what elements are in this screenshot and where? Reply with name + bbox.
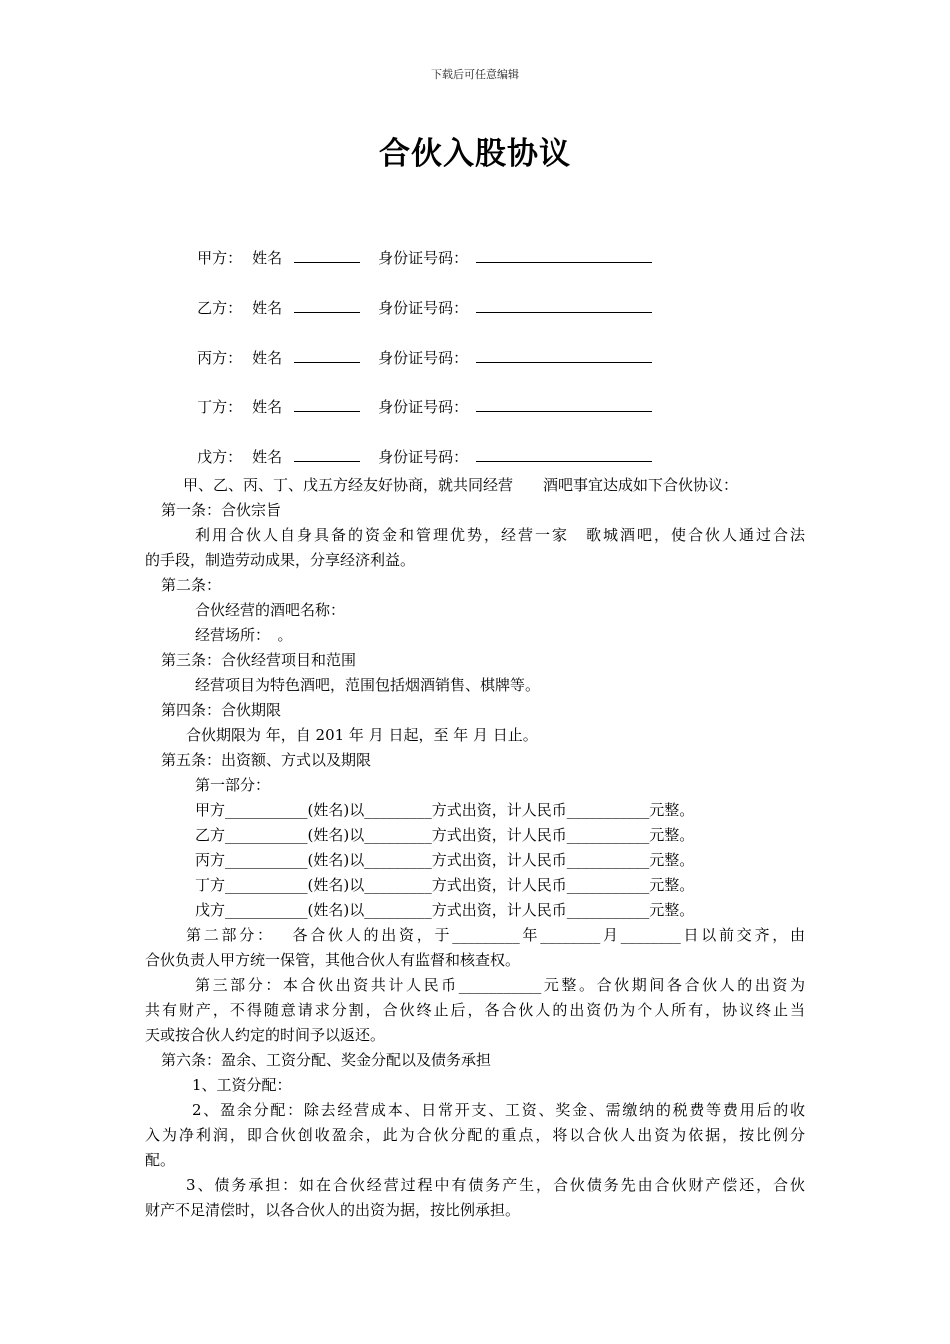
name-label: 姓名 bbox=[252, 349, 283, 367]
party-row-bing bbox=[178, 325, 652, 367]
part-1-label: 第一部分： bbox=[195, 776, 271, 794]
id-blank[interactable] bbox=[476, 297, 652, 313]
name-blank[interactable] bbox=[294, 396, 360, 412]
name-label: 姓名 bbox=[252, 398, 283, 416]
article-3-text: 经营项目为特色酒吧，范围包括烟酒销售、棋牌等。 bbox=[195, 676, 541, 694]
name-label: 姓名 bbox=[252, 299, 283, 317]
name-blank[interactable] bbox=[294, 347, 360, 363]
surplus-distribution-end: 配。 bbox=[145, 1151, 176, 1169]
id-label: 身份证号码： bbox=[378, 249, 469, 267]
debt-bearing-cont: 财产不足清偿时，以各合伙人的出资为据，按比例承担。 bbox=[145, 1201, 521, 1219]
party-label: 丙方： bbox=[197, 349, 243, 367]
party-label: 戊方： bbox=[197, 448, 243, 466]
party-row-wu bbox=[178, 424, 652, 466]
article-3-title: 第三条：合伙经营项目和范围 bbox=[161, 651, 357, 669]
id-label: 身份证号码： bbox=[378, 349, 469, 367]
contribution-line: 乙方___________(姓名)以_________方式出资，计人民币___________元整。 bbox=[195, 826, 695, 844]
intro-paragraph: 甲、乙、丙、丁、戊五方经友好协商，就共同经营 酒吧事宜达成如下合伙协议： bbox=[183, 476, 739, 494]
surplus-distribution: 2、盈余分配：除去经营成本、日常开支、工资、奖金、需缴纳的税费等费用后的收 bbox=[192, 1101, 805, 1119]
id-blank[interactable] bbox=[476, 247, 652, 263]
debt-bearing: 3、债务承担：如在合伙经营过程中有债务产生，合伙债务先由合伙财产偿还，合伙 bbox=[186, 1176, 805, 1194]
name-blank[interactable] bbox=[294, 247, 360, 263]
article-1-text-cont: 的手段，制造劳动成果，分享经济利益。 bbox=[145, 551, 416, 569]
party-label: 甲方： bbox=[197, 249, 243, 267]
party-row-ding bbox=[178, 374, 652, 416]
part-2-text-cont: 合伙负责人甲方统一保管，其他合伙人有监督和核查权。 bbox=[145, 951, 521, 969]
contribution-line: 丙方___________(姓名)以_________方式出资，计人民币___________元整。 bbox=[195, 851, 695, 869]
party-label: 乙方： bbox=[197, 299, 243, 317]
article-2-title: 第二条： bbox=[161, 576, 222, 594]
contribution-line: 戊方___________(姓名)以_________方式出资，计人民币___________元整。 bbox=[195, 901, 695, 919]
article-5-title: 第五条：出资额、方式以及期限 bbox=[161, 751, 372, 769]
id-label: 身份证号码： bbox=[378, 398, 469, 416]
id-blank[interactable] bbox=[476, 347, 652, 363]
id-label: 身份证号码： bbox=[378, 448, 469, 466]
party-row-jia bbox=[178, 225, 652, 267]
wage-distribution: 1、工资分配： bbox=[192, 1076, 292, 1094]
name-blank[interactable] bbox=[294, 446, 360, 462]
article-4-text: 合伙期限为 年，自 201 年 月 日起，至 年 月 日止。 bbox=[186, 726, 538, 744]
id-blank[interactable] bbox=[476, 396, 652, 412]
party-row-yi bbox=[178, 275, 652, 317]
contribution-line: 甲方___________(姓名)以_________方式出资，计人民币___________元整。 bbox=[195, 801, 695, 819]
name-blank[interactable] bbox=[294, 297, 360, 313]
article-1-text: 利用合伙人自身具备的资金和管理优势，经营一家 歌城酒吧，使合伙人通过合法 bbox=[195, 526, 805, 544]
header-note: 下载后可任意编辑 bbox=[431, 68, 519, 81]
part-3-text: 第三部分：本合伙出资共计人民币___________元整。合伙期间各合伙人的出资为 bbox=[195, 976, 805, 994]
name-label: 姓名 bbox=[252, 249, 283, 267]
article-1-title: 第一条：合伙宗旨 bbox=[161, 501, 282, 519]
name-label: 姓名 bbox=[252, 448, 283, 466]
part-3-text-cont: 共有财产，不得随意请求分割，合伙终止后，各合伙人的出资仍为个人所有，协议终止当 bbox=[145, 1001, 805, 1019]
id-blank[interactable] bbox=[476, 446, 652, 462]
contribution-line: 丁方___________(姓名)以_________方式出资，计人民币___________元整。 bbox=[195, 876, 695, 894]
part-3-text-end: 天或按合伙人约定的时间予以返还。 bbox=[145, 1026, 386, 1044]
part-2-text: 第二部分： 各合伙人的出资，于_________年________月________日以前交齐，由 bbox=[186, 926, 805, 944]
party-label: 丁方： bbox=[197, 398, 243, 416]
article-4-title: 第四条：合伙期限 bbox=[161, 701, 282, 719]
id-label: 身份证号码： bbox=[378, 299, 469, 317]
article-6-title: 第六条：盈余、工资分配、奖金分配以及债务承担 bbox=[161, 1051, 492, 1069]
location-line: 经营场所： 。 bbox=[195, 626, 293, 644]
bar-name-line: 合伙经营的酒吧名称： bbox=[195, 601, 346, 619]
surplus-distribution-cont: 入为净利润，即合伙创收盈余，此为合伙分配的重点，将以合伙人出资为依据，按比例分 bbox=[145, 1126, 805, 1144]
document-title: 合伙入股协议 bbox=[379, 136, 571, 172]
